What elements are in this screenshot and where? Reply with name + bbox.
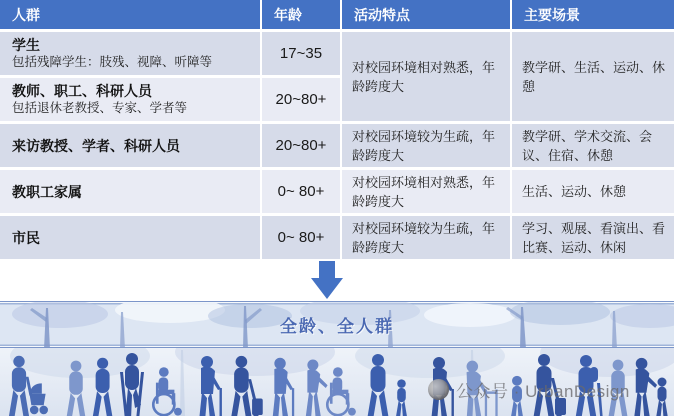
header-activity: 活动特点 xyxy=(342,0,510,29)
group-title: 教职工家属 xyxy=(12,183,82,200)
cell-group-citizens xyxy=(0,216,260,259)
cell-scenes-students-staff: 教学研、生活、运动、休憩 xyxy=(512,32,674,121)
watermark-text: 公众号 · UrbanDesign xyxy=(456,382,630,401)
arrow-down-icon xyxy=(305,261,349,301)
cell-age-families: 0~ 80+ xyxy=(262,170,340,213)
cell-age-citizens: 0~ 80+ xyxy=(262,216,340,259)
group-title: 市民 xyxy=(12,229,40,246)
silhouette-wheelchair-child xyxy=(153,367,182,415)
watermark-logo-icon xyxy=(428,379,449,400)
cell-activity-visitors: 对校园环境较为生疏，年龄跨度大 xyxy=(342,124,510,167)
cell-group-visitors xyxy=(0,124,260,167)
cell-scenes-families: 生活、运动、休憩 xyxy=(512,170,674,213)
silhouette-wheelchair-pusher xyxy=(306,360,328,416)
header-group: 人群 xyxy=(0,0,260,29)
cell-age-visitors: 20~80+ xyxy=(262,124,340,167)
group-title: 来访教授、学者、科研人员 xyxy=(12,137,180,154)
cell-group-families xyxy=(0,170,260,213)
group-detail: 包括残障学生：肢残、视障、听障等 xyxy=(12,55,213,69)
silhouette-child xyxy=(396,379,407,416)
cell-age-staff: 20~80+ xyxy=(262,78,340,121)
silhouette-wheelchair-person xyxy=(327,367,356,415)
cell-activity-citizens: 对校园环境较为生疏，年龄跨度大 xyxy=(342,216,510,259)
watermark xyxy=(428,377,630,402)
cell-scenes-citizens: 学习、观展、看演出、看比赛、运动、休闲 xyxy=(512,216,674,259)
cell-age-students: 17~35 xyxy=(262,32,340,75)
all-ages-banner xyxy=(0,301,674,348)
cell-activity-students-staff: 对校园环境相对熟悉，年龄跨度大 xyxy=(342,32,510,121)
cell-scenes-visitors: 教学研、学术交流、会议、住宿、休憩 xyxy=(512,124,674,167)
group-title: 教师、职工、科研人员 xyxy=(12,83,152,99)
banner-label: 全龄、全人群 xyxy=(280,317,394,336)
group-detail: 包括退休老教授、专家、学者等 xyxy=(12,101,188,115)
cell-group-staff xyxy=(0,78,260,121)
header-scenes: 主要场景 xyxy=(512,0,674,29)
cell-activity-families: 对校园环境相对熟悉，年龄跨度大 xyxy=(342,170,510,213)
silhouette-child xyxy=(656,378,668,416)
group-title: 学生 xyxy=(12,37,40,53)
cell-group-students xyxy=(0,32,260,75)
header-age: 年龄 xyxy=(262,0,340,29)
